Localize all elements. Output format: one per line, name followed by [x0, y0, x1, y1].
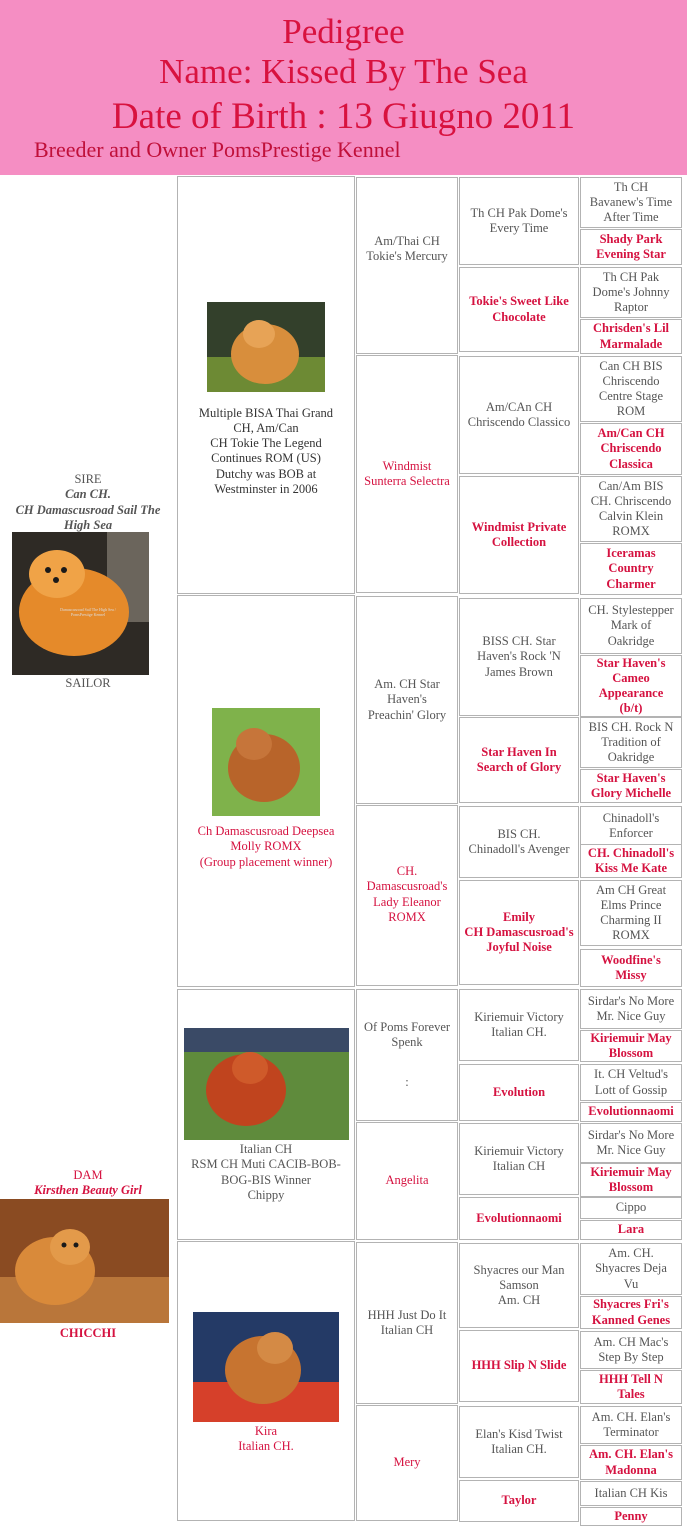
gen5-cell-23	[580, 1197, 682, 1219]
gen5-cell-8	[580, 543, 682, 595]
gen5-3-line-3: Raptor	[613, 300, 649, 315]
gen4-13-line-2: Samson	[499, 1277, 539, 1292]
gen5-23-line-1: Cippo	[615, 1200, 647, 1215]
gen5-cell-29	[580, 1406, 682, 1444]
gen5-5-line-2: Chriscendo	[602, 373, 660, 388]
gen4-1-line-2: Every Time	[489, 221, 549, 235]
gen5-25-line-2: Shyacres Deja	[595, 1261, 667, 1276]
gen5-cell-18	[580, 1030, 682, 1062]
gen4-7-line-1: BIS CH.	[497, 826, 541, 841]
pedigree-header	[0, 0, 687, 175]
gen5-cell-12	[580, 769, 682, 803]
gen5-3-line-2: Dome's Johnny	[592, 284, 670, 299]
ssd-line-1: Windmist	[382, 458, 432, 473]
gen4-cell-10	[459, 1064, 579, 1121]
gen4-cell-4	[459, 476, 579, 594]
gen5-24-line-1: Lara	[617, 1222, 645, 1237]
gen5-25-line-3: Vu	[623, 1276, 639, 1291]
gen5-cell-2	[580, 229, 682, 265]
gen5-9-line-1: CH. Stylestepper	[588, 603, 674, 618]
gen4-cell-2	[459, 267, 579, 352]
sire-sire-line-2: CH, Am/Can	[233, 420, 299, 435]
gen4-8-line-1: Emily	[503, 909, 535, 924]
gen4-9-line-1: Kiriemuir Victory	[474, 1009, 564, 1024]
gen5-13-line-2: Enforcer	[609, 826, 653, 840]
sdd-line-3: Lady Eleanor	[373, 894, 441, 909]
gen5-cell-22	[580, 1163, 682, 1197]
gen5-15-line-4: ROMX	[612, 928, 650, 943]
sss-line-1: Am/Thai CH	[374, 234, 440, 248]
gen4-7-line-2: Chinadoll's Avenger	[468, 842, 570, 856]
gen5-cell-15	[580, 880, 682, 946]
gen5-cell-24	[580, 1220, 682, 1240]
gen5-11-line-2: Tradition of	[601, 734, 661, 749]
gen5-30-line-2: Madonna	[605, 1462, 657, 1477]
gen4-3-line-2: Chriscendo Classico	[467, 415, 571, 429]
sds-cell	[356, 596, 458, 804]
dss-cell	[356, 989, 458, 1121]
sds-line-1: Am. CH Star	[374, 677, 440, 692]
gen5-cell-31	[580, 1481, 682, 1506]
gen4-2-line-2: Chocolate	[492, 309, 546, 324]
dds-line-1: HHH Just Do It	[367, 1307, 447, 1322]
gen4-6-line-2: Search of Glory	[476, 760, 562, 774]
ddd-line-1: Mery	[393, 1455, 421, 1470]
gen4-cell-16	[459, 1480, 579, 1522]
sdd-cell	[356, 805, 458, 986]
gen4-cell-15	[459, 1406, 579, 1478]
dam-sire-cell	[177, 989, 355, 1240]
sss-line-2: Tokie's Mercury	[366, 249, 448, 264]
gen5-14-line-1: CH. Chinadoll's	[587, 845, 675, 860]
ssd-cell	[356, 355, 458, 593]
gen5-14-line-2: Kiss Me Kate	[594, 861, 668, 875]
gen5-27-line-1: Am. CH Mac's	[593, 1334, 669, 1349]
gen5-7-line-1: Can/Am BIS	[598, 478, 664, 493]
ddd-cell	[356, 1405, 458, 1521]
gen4-14-line-1: HHH Slip N Slide	[471, 1358, 567, 1373]
gen5-31-line-1: Italian CH Kis	[594, 1485, 668, 1500]
gen5-1-line-1: Th CH	[613, 179, 649, 194]
gen5-16-line-1: Woodfine's	[601, 952, 661, 967]
gen5-cell-21	[580, 1123, 682, 1163]
gen4-cell-13	[459, 1243, 579, 1328]
gen5-5-line-1: Can CH BIS	[599, 358, 663, 373]
gen5-cell-28	[580, 1370, 682, 1404]
gen5-10-line-1: Star Haven's	[596, 655, 666, 670]
sire-dam-line-2: Molly ROMX	[230, 839, 302, 854]
gen4-12-line-1: Evolutionnaomi	[476, 1210, 562, 1225]
gen5-4-line-2: Marmalade	[599, 336, 663, 351]
gen5-cell-19	[580, 1064, 682, 1101]
sire-sire-photo	[207, 302, 325, 392]
gen5-16-line-2: Missy	[615, 968, 647, 982]
dam-dam-cell	[177, 1241, 355, 1521]
gen4-cell-7	[459, 806, 579, 878]
dam-sire-line-1: Italian CH	[239, 1142, 293, 1156]
sire-dam-line-1: Ch Damascusroad Deepsea	[197, 824, 335, 838]
gen5-22-line-1: Kiriemuir May	[590, 1164, 672, 1179]
gen5-8-line-2: Country	[608, 561, 654, 576]
sire-sire-line-3: CH Tokie The Legend	[210, 436, 322, 450]
dss-mark: :	[405, 1074, 409, 1089]
gen5-32-line-1: Penny	[614, 1508, 648, 1523]
sire-photo-caption: Damascusroad Sail The High Sea / PomsPrestige Kennel	[60, 607, 116, 617]
gen5-11-line-1: BIS CH. Rock N	[588, 719, 674, 734]
sire-sire-line-4: Continues ROM (US)	[211, 451, 321, 466]
gen5-cell-4	[580, 319, 682, 354]
gen5-10-line-4: (b/t)	[619, 701, 643, 716]
gen5-cell-9	[580, 598, 682, 654]
gen5-12-line-1: Star Haven's	[596, 770, 666, 785]
gen4-3-line-1: Am/CAn CH	[485, 399, 553, 414]
dam-photo	[0, 1199, 169, 1323]
gen4-cell-6	[459, 717, 579, 803]
gen5-4-line-1: Chrisden's Lil	[592, 321, 670, 336]
gen4-cell-5	[459, 598, 579, 716]
sire-photo	[12, 532, 149, 675]
gen5-19-line-1: It. CH Veltud's	[594, 1067, 668, 1082]
gen4-9-line-2: Italian CH.	[491, 1025, 547, 1039]
gen4-4-line-1: Windmist Private	[471, 519, 567, 534]
gen4-5-line-1: BISS CH. Star	[482, 634, 556, 649]
gen5-18-line-2: Blossom	[608, 1046, 654, 1060]
gen5-12-line-2: Glory Michelle	[590, 786, 672, 800]
gen5-28-line-2: Tales	[617, 1387, 645, 1401]
gen5-cell-3	[580, 267, 682, 318]
gen4-16-line-1: Taylor	[501, 1493, 537, 1508]
gen5-5-line-3: Centre Stage	[598, 389, 664, 403]
sire-sire-line-5: Dutchy was BOB at	[215, 466, 317, 481]
sdd-line-1: CH.	[396, 864, 418, 878]
sire-role: SIRE	[74, 472, 102, 486]
sire-sire-line-1: Multiple BISA Thai Grand	[198, 405, 334, 420]
gen5-8-line-3: Charmer	[606, 576, 656, 591]
gen5-11-line-3: Oakridge	[607, 750, 655, 765]
dss-line-1: Of Poms Forever	[363, 1020, 451, 1035]
gen5-21-line-1: Sirdar's No More	[587, 1127, 675, 1142]
dds-line-2: Italian CH	[380, 1323, 434, 1337]
dds-cell	[356, 1242, 458, 1404]
sire-call-name: SAILOR	[65, 676, 111, 690]
sire-title: Can CH.	[65, 487, 111, 501]
gen4-2-line-1: Tokie's Sweet Like	[469, 294, 569, 309]
gen4-13-line-1: Shyacres our Man	[473, 1262, 565, 1277]
gen4-8-line-3: Joyful Noise	[486, 940, 552, 955]
gen4-cell-11	[459, 1123, 579, 1195]
gen5-cell-26	[580, 1296, 682, 1329]
gen4-5-line-2: Haven's Rock 'N	[477, 649, 561, 664]
gen5-10-line-2: Cameo	[612, 670, 650, 685]
gen5-19-line-2: Lott of Gossip	[594, 1082, 668, 1097]
sire-sire-cell	[177, 176, 355, 594]
gen4-13-line-3: Am. CH	[497, 1293, 541, 1308]
gen5-22-line-2: Blossom	[608, 1180, 654, 1194]
dog-name: Name: Kissed By The Sea	[159, 52, 528, 91]
gen5-cell-6	[580, 423, 682, 475]
gen5-cell-11	[580, 717, 682, 768]
gen5-29-line-1: Am. CH. Elan's	[591, 1409, 671, 1424]
gen5-28-line-1: HHH Tell N	[599, 1371, 663, 1386]
gen4-cell-1	[459, 177, 579, 265]
gen5-26-line-2: Kanned Genes	[591, 1312, 671, 1327]
gen5-10-line-3: Appearance	[598, 686, 664, 700]
page-title: Pedigree	[282, 12, 405, 51]
dam-sire-line-4: Chippy	[247, 1187, 285, 1202]
gen5-1-line-3: After Time	[603, 210, 659, 225]
gen4-15-line-2: Italian CH.	[491, 1442, 547, 1456]
gen5-15-line-2: Elms Prince	[600, 897, 662, 912]
dam-role: DAM	[73, 1168, 103, 1182]
gen5-9-line-3: Oakridge	[607, 633, 655, 648]
gen5-cell-20	[580, 1102, 682, 1122]
sdd-line-4: ROMX	[388, 909, 426, 924]
gen4-5-line-3: James Brown	[485, 664, 553, 679]
sdd-line-2: Damascusroad's	[366, 879, 448, 894]
dsd-line-1: Angelita	[385, 1173, 429, 1188]
gen5-5-line-4: ROM	[616, 404, 646, 419]
sds-line-2: Haven's	[387, 692, 427, 707]
gen4-cell-8	[459, 880, 579, 985]
gen5-21-line-2: Mr. Nice Guy	[596, 1143, 666, 1157]
gen5-17-line-1: Sirdar's No More	[587, 993, 675, 1008]
dam-sire-line-3: BOG-BIS Winner	[221, 1172, 311, 1187]
gen5-7-line-2: CH. Chriscendo	[590, 493, 672, 508]
gen5-6-line-3: Classica	[609, 456, 653, 471]
gen5-9-line-2: Mark of	[610, 618, 652, 633]
ssd-line-2: Sunterra Selectra	[364, 474, 450, 488]
gen5-3-line-1: Th CH Pak	[602, 269, 660, 284]
gen5-cell-32	[580, 1507, 682, 1526]
gen5-15-line-3: Charming II	[600, 913, 662, 927]
gen5-6-line-2: Chriscendo	[600, 441, 662, 456]
gen5-2-line-1: Shady Park	[599, 231, 663, 246]
gen4-4-line-2: Collection	[491, 535, 547, 549]
dam-call-name: CHICCHI	[59, 1326, 117, 1340]
dam-sire-line-2: RSM CH Muti CACIB-BOB-	[191, 1157, 341, 1172]
gen5-13-line-1: Chinadoll's	[602, 810, 660, 825]
sire-sire-line-6: Westminster in 2006	[214, 481, 318, 496]
gen5-cell-13	[580, 806, 682, 846]
gen5-6-line-1: Am/Can CH	[597, 426, 665, 441]
gen5-8-line-1: Iceramas	[606, 546, 656, 561]
gen5-27-line-2: Step By Step	[598, 1350, 664, 1364]
gen5-cell-5	[580, 356, 682, 422]
gen5-cell-7	[580, 476, 682, 542]
gen4-1-line-1: Th CH Pak Dome's	[470, 205, 568, 220]
dsd-cell	[356, 1122, 458, 1240]
gen4-15-line-1: Elan's Kisd Twist	[475, 1426, 563, 1441]
gen4-6-line-1: Star Haven In	[481, 744, 557, 759]
gen4-11-line-1: Kiriemuir Victory	[474, 1143, 564, 1158]
gen5-cell-14	[580, 844, 682, 878]
gen5-cell-30	[580, 1445, 682, 1480]
gen5-cell-1	[580, 177, 682, 228]
sire-dam-photo	[212, 708, 320, 816]
dam-sire-photo	[184, 1028, 349, 1140]
gen5-7-line-4: ROMX	[612, 524, 650, 539]
gen5-cell-17	[580, 989, 682, 1029]
dam-dam-photo	[193, 1312, 339, 1422]
gen4-11-line-2: Italian CH	[492, 1159, 546, 1173]
gen5-29-line-2: Terminator	[603, 1425, 659, 1439]
dam-name: Kirsthen Beauty Girl	[34, 1183, 142, 1197]
dam-dam-line-2: Italian CH.	[238, 1439, 294, 1454]
gen5-26-line-1: Shyacres Fri's	[593, 1297, 669, 1312]
sire-name: CH Damascusroad Sail The High Sea	[15, 503, 161, 533]
gen5-cell-10	[580, 655, 682, 717]
gen5-20-line-1: Evolutionnaomi	[588, 1104, 674, 1119]
gen5-18-line-1: Kiriemuir May	[590, 1030, 672, 1045]
sds-line-3: Preachin' Glory	[367, 707, 447, 722]
dam-dam-line-1: Kira	[254, 1424, 278, 1438]
gen5-1-line-2: Bavanew's Time	[589, 194, 673, 209]
gen5-cell-27	[580, 1331, 682, 1369]
gen5-25-line-1: Am. CH.	[608, 1246, 654, 1261]
gen5-cell-25	[580, 1243, 682, 1295]
date-of-birth: Date of Birth : 13 Giugno 2011	[111, 96, 576, 137]
gen5-15-line-1: Am CH Great	[595, 882, 667, 897]
gen5-2-line-2: Evening Star	[596, 247, 666, 261]
sire-dam-line-3: (Group placement winner)	[199, 854, 333, 869]
gen4-cell-14	[459, 1330, 579, 1402]
sire-dam-cell	[177, 595, 355, 987]
gen5-30-line-1: Am. CH. Elan's	[588, 1447, 674, 1462]
gen4-10-line-1: Evolution	[492, 1084, 546, 1099]
gen4-cell-3	[459, 356, 579, 474]
gen5-17-line-2: Mr. Nice Guy	[596, 1009, 666, 1023]
gen5-7-line-3: Calvin Klein	[598, 509, 664, 523]
gen4-8-line-2: CH Damascusroad's	[464, 924, 574, 939]
gen4-cell-12	[459, 1197, 579, 1240]
gen4-cell-9	[459, 989, 579, 1061]
sss-cell	[356, 177, 458, 354]
dss-line-2: Spenk	[391, 1035, 423, 1050]
breeder-owner: Breeder and Owner PomsPrestige Kennel	[34, 137, 401, 162]
gen5-cell-16	[580, 949, 682, 987]
